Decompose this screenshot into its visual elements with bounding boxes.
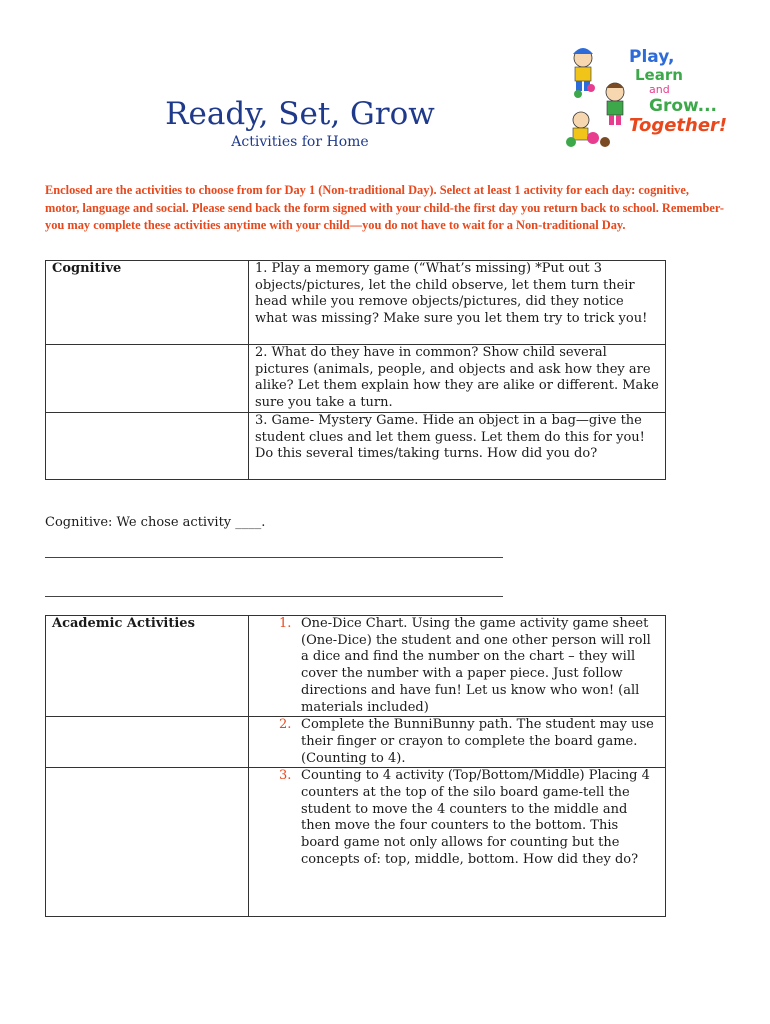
cognitive-chose-line: Cognitive: We chose activity ____.	[45, 515, 266, 530]
empty-cell	[46, 412, 249, 479]
logo-text-together: Together!	[629, 115, 728, 136]
academic-activity-text: Complete the BunniBunny path. The student may use their finger or crayon to complete the board game. (Counting to 4).	[301, 717, 654, 766]
list-number: 3.	[279, 768, 292, 784]
empty-cell	[46, 345, 249, 413]
academic-table	[45, 615, 666, 917]
list-number: 2.	[279, 717, 292, 733]
logo-text-play: Play,	[629, 47, 675, 67]
academic-activity-1	[249, 616, 666, 717]
academic-activity-3	[249, 768, 666, 917]
cognitive-table	[45, 260, 666, 480]
answer-line[interactable]	[45, 596, 503, 597]
intro-instructions: Enclosed are the activities to choose from for Day 1 (Non-traditional Day). Select at least 1 activity for each day: cognitive, motor, language and social. Please send back the form signed with your child-the first day you return back to school. Remember- you may complete these activities anytime with your child—you do not have to wait for a Non-traditional Day.	[45, 183, 725, 233]
cognitive-activity-3: 3. Game- Mystery Game. Hide an object in a bag—give the student clues and let them guess. Let them do this for you! Do this several times/taking turns. How did you do?	[249, 412, 666, 479]
table-row	[46, 261, 666, 345]
page-title: Ready, Set, Grow	[165, 96, 435, 132]
academic-activity-text: Counting to 4 activity (Top/Bottom/Middle) Placing 4 counters at the top of the silo board game-tell the student to move the 4 counters to the middle and then move the four counters to the bottom. This board game not only allows for counting but the concepts of: top, middle, bottom. How did they do?	[301, 768, 650, 867]
logo-text-and: and	[649, 83, 670, 96]
academic-label: Academic Activities	[46, 616, 249, 717]
table-row	[46, 768, 666, 917]
list-number: 1.	[279, 616, 292, 631]
answer-line[interactable]	[45, 557, 503, 558]
academic-activity-2	[249, 717, 666, 768]
table-row	[46, 717, 666, 768]
cognitive-label: Cognitive	[46, 261, 249, 345]
empty-cell	[46, 768, 249, 917]
empty-cell	[46, 717, 249, 768]
page-subtitle: Activities for Home	[231, 134, 369, 150]
cognitive-activity-1: 1. Play a memory game (“What’s missing) *Put out 3 objects/pictures, let the child observe, let them turn their head while you remove objects/pictures, did they notice what was missing? Make sure you let them try to trick you!	[249, 261, 666, 345]
logo-text-learn: Learn	[635, 66, 683, 84]
logo-text-grow: Grow...	[649, 96, 718, 116]
table-row	[46, 345, 666, 413]
table-row	[46, 616, 666, 717]
table-row	[46, 412, 666, 479]
academic-activity-text: One-Dice Chart. Using the game activity game sheet (One-Dice) the student and one other person will roll a dice and find the number on the chart – they will cover the number with a paper piece. Just follow directions and have fun! Let us know who won! (all materials included)	[301, 616, 651, 715]
cognitive-activity-2: 2. What do they have in common? Show child several pictures (animals, people, and objects and ask how they are alike? Let them explain how they are alike or different. Make sure you take a turn.	[249, 345, 666, 413]
